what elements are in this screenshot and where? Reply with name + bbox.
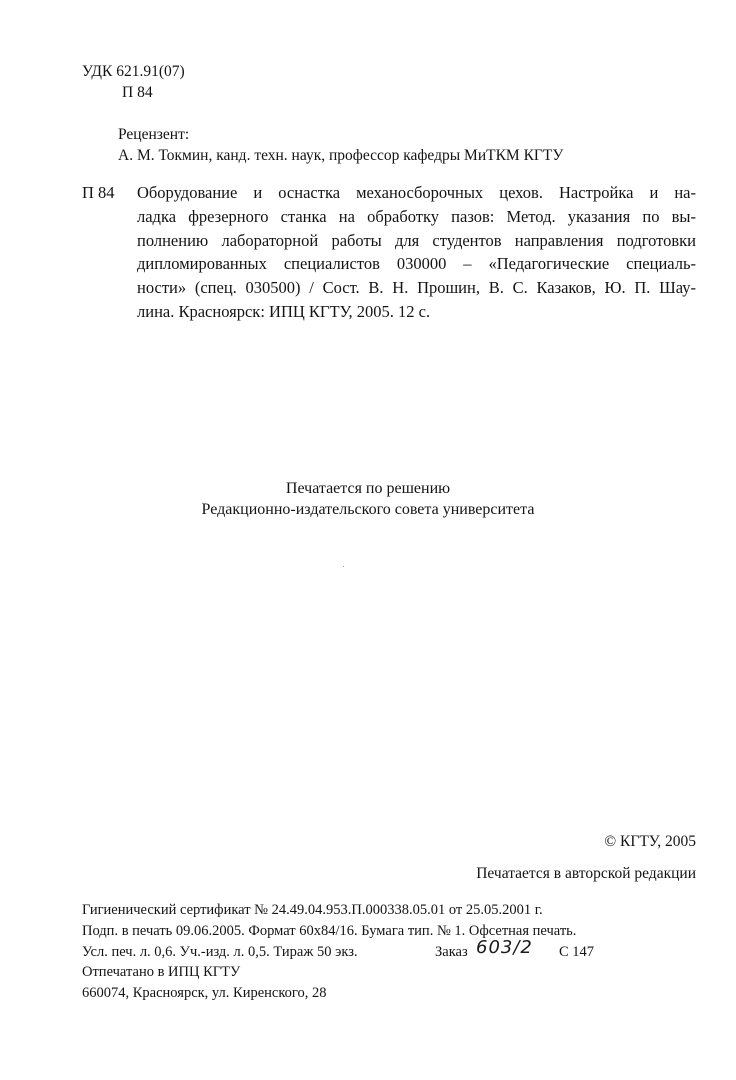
imprint-certificate: Гигиенический сертификат № 24.49.04.953.П.000338.05.01 от 25.05.2001 г. <box>82 902 543 918</box>
annotation-line: ладка фрезерного станка на обработку пазов: Метод. указания по вы- <box>137 206 696 226</box>
imprint-print-details: Подп. в печать 09.06.2005. Формат 60x84/16. Бумага тип. № 1. Офсетная печать. <box>82 923 577 939</box>
approval-line-1: Печатается по решению <box>285 480 451 497</box>
imprint-printed-at: Отпечатано в ИПЦ КГТУ <box>82 964 241 980</box>
annotation-line: Оборудование и оснастка механосборочных цехов. Настройка и на- <box>137 183 696 202</box>
annotation-line: полнению лабораторной работы для студентов направления подготовки <box>137 230 696 250</box>
annotation-text <box>137 181 696 324</box>
annotation-code: П 84 <box>82 183 115 202</box>
annotation-line: дипломированных специалистов 030000 – «Педагогические специаль- <box>137 254 696 274</box>
author-mark: П 84 <box>122 84 153 101</box>
udk-code: УДК 621.91(07) <box>82 63 185 80</box>
imprint-volume: Усл. печ. л. 0,6. Уч.-изд. л. 0,5. Тираж 50 экз. <box>82 944 358 960</box>
order-number-handwritten: 603/2 <box>476 937 533 958</box>
reviewer-label: Рецензент: <box>118 126 190 143</box>
annotation-line: ности» (спец. 030500) / Сост. В. Н. Прошин, В. С. Казаков, Ю. П. Шау- <box>137 278 696 298</box>
order-code: С 147 <box>559 944 595 960</box>
annotation-line: лина. Красноярск: ИПЦ КГТУ, 2005. 12 с. <box>137 301 431 321</box>
approval-line-2: Редакционно-издательского совета университета <box>201 501 535 518</box>
reviewer-name: А. М. Токмин, канд. техн. наук, профессор кафедры МиТКМ КГТУ <box>118 147 564 164</box>
edition-note: Печатается в авторской редакции <box>476 865 696 882</box>
order-label: Заказ <box>435 944 468 960</box>
scan-speck <box>343 566 344 567</box>
copyright: © КГТУ, 2005 <box>604 833 696 850</box>
imprint-address: 660074, Красноярск, ул. Киренского, 28 <box>82 985 327 1001</box>
